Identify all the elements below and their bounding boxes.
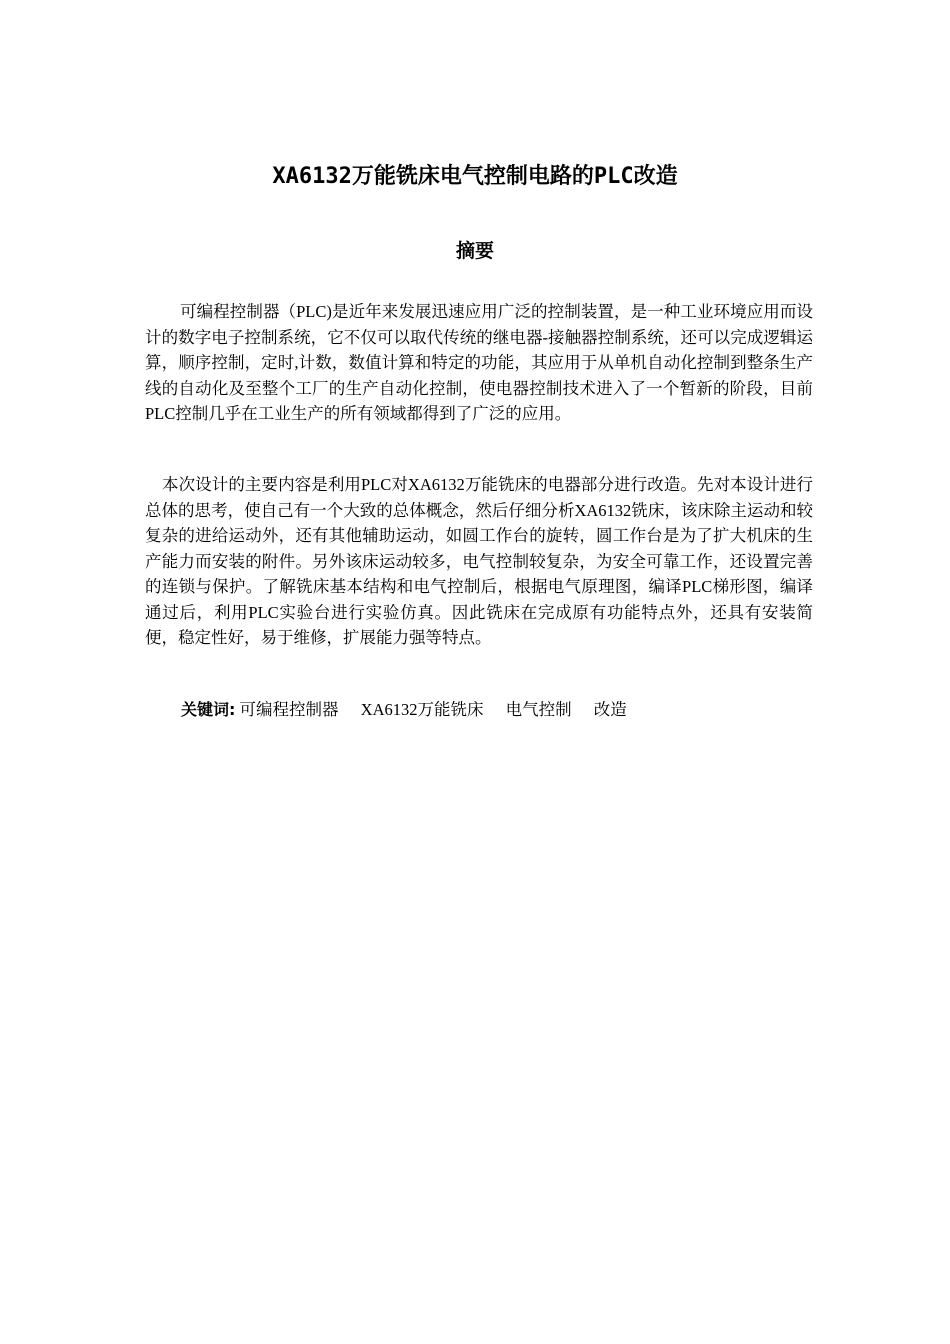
keyword-item: XA6132万能铣床 <box>360 700 484 719</box>
abstract-heading: 摘要 <box>455 240 494 262</box>
keywords-line <box>181 697 821 723</box>
keyword-item: 改造 <box>593 700 627 719</box>
abstract-paragraph-2: 本次设计的主要内容是利用PLC对XA6132万能铣床的电器部分进行改造。先对本设计进行总体的思考，使自己有一个大致的总体概念，然后仔细分析XA6132铣床，该床除主运动和较复杂的进给运动外，还有其他辅助运动，如圆工作台的旋转，圆工作台是为了扩大机床的生产能力而安装的附件。另外该床运动较多，电气控制较复杂，为安全可靠工作，还设置完善的连锁与保护。了解铣床基本结构和电气控制后，根据电气原理图，编译PLC梯形图，编译通过后，利用PLC实验台进行实验仿真。因此铣床在完成原有功能特点外，还具有安装简便，稳定性好，易于维修，扩展能力强等特点。 <box>145 475 813 647</box>
document-title: XA6132万能铣床电气控制电路的PLC改造 <box>272 164 678 189</box>
keyword-item: 电气控制 <box>505 700 572 719</box>
keywords-label: 关键词: <box>181 700 236 719</box>
abstract-paragraph-1: 可编程控制器（PLC)是近年来发展迅速应用广泛的控制装置，是一种工业环境应用而设计的数字电子控制系统，它不仅可以取代传统的继电器-接触器控制系统，还可以完成逻辑运算，顺序控制，定时,计数，数值计算和特定的功能，其应用于从单机自动化控制到整条生产线的自动化及至整个工厂的生产自动化控制，使电器控制技术进入了一个暂新的阶段，目前PLC控制几乎在工业生产的所有领域都得到了广泛的应用。 <box>145 302 813 423</box>
keyword-item: 可编程控制器 <box>239 700 339 719</box>
